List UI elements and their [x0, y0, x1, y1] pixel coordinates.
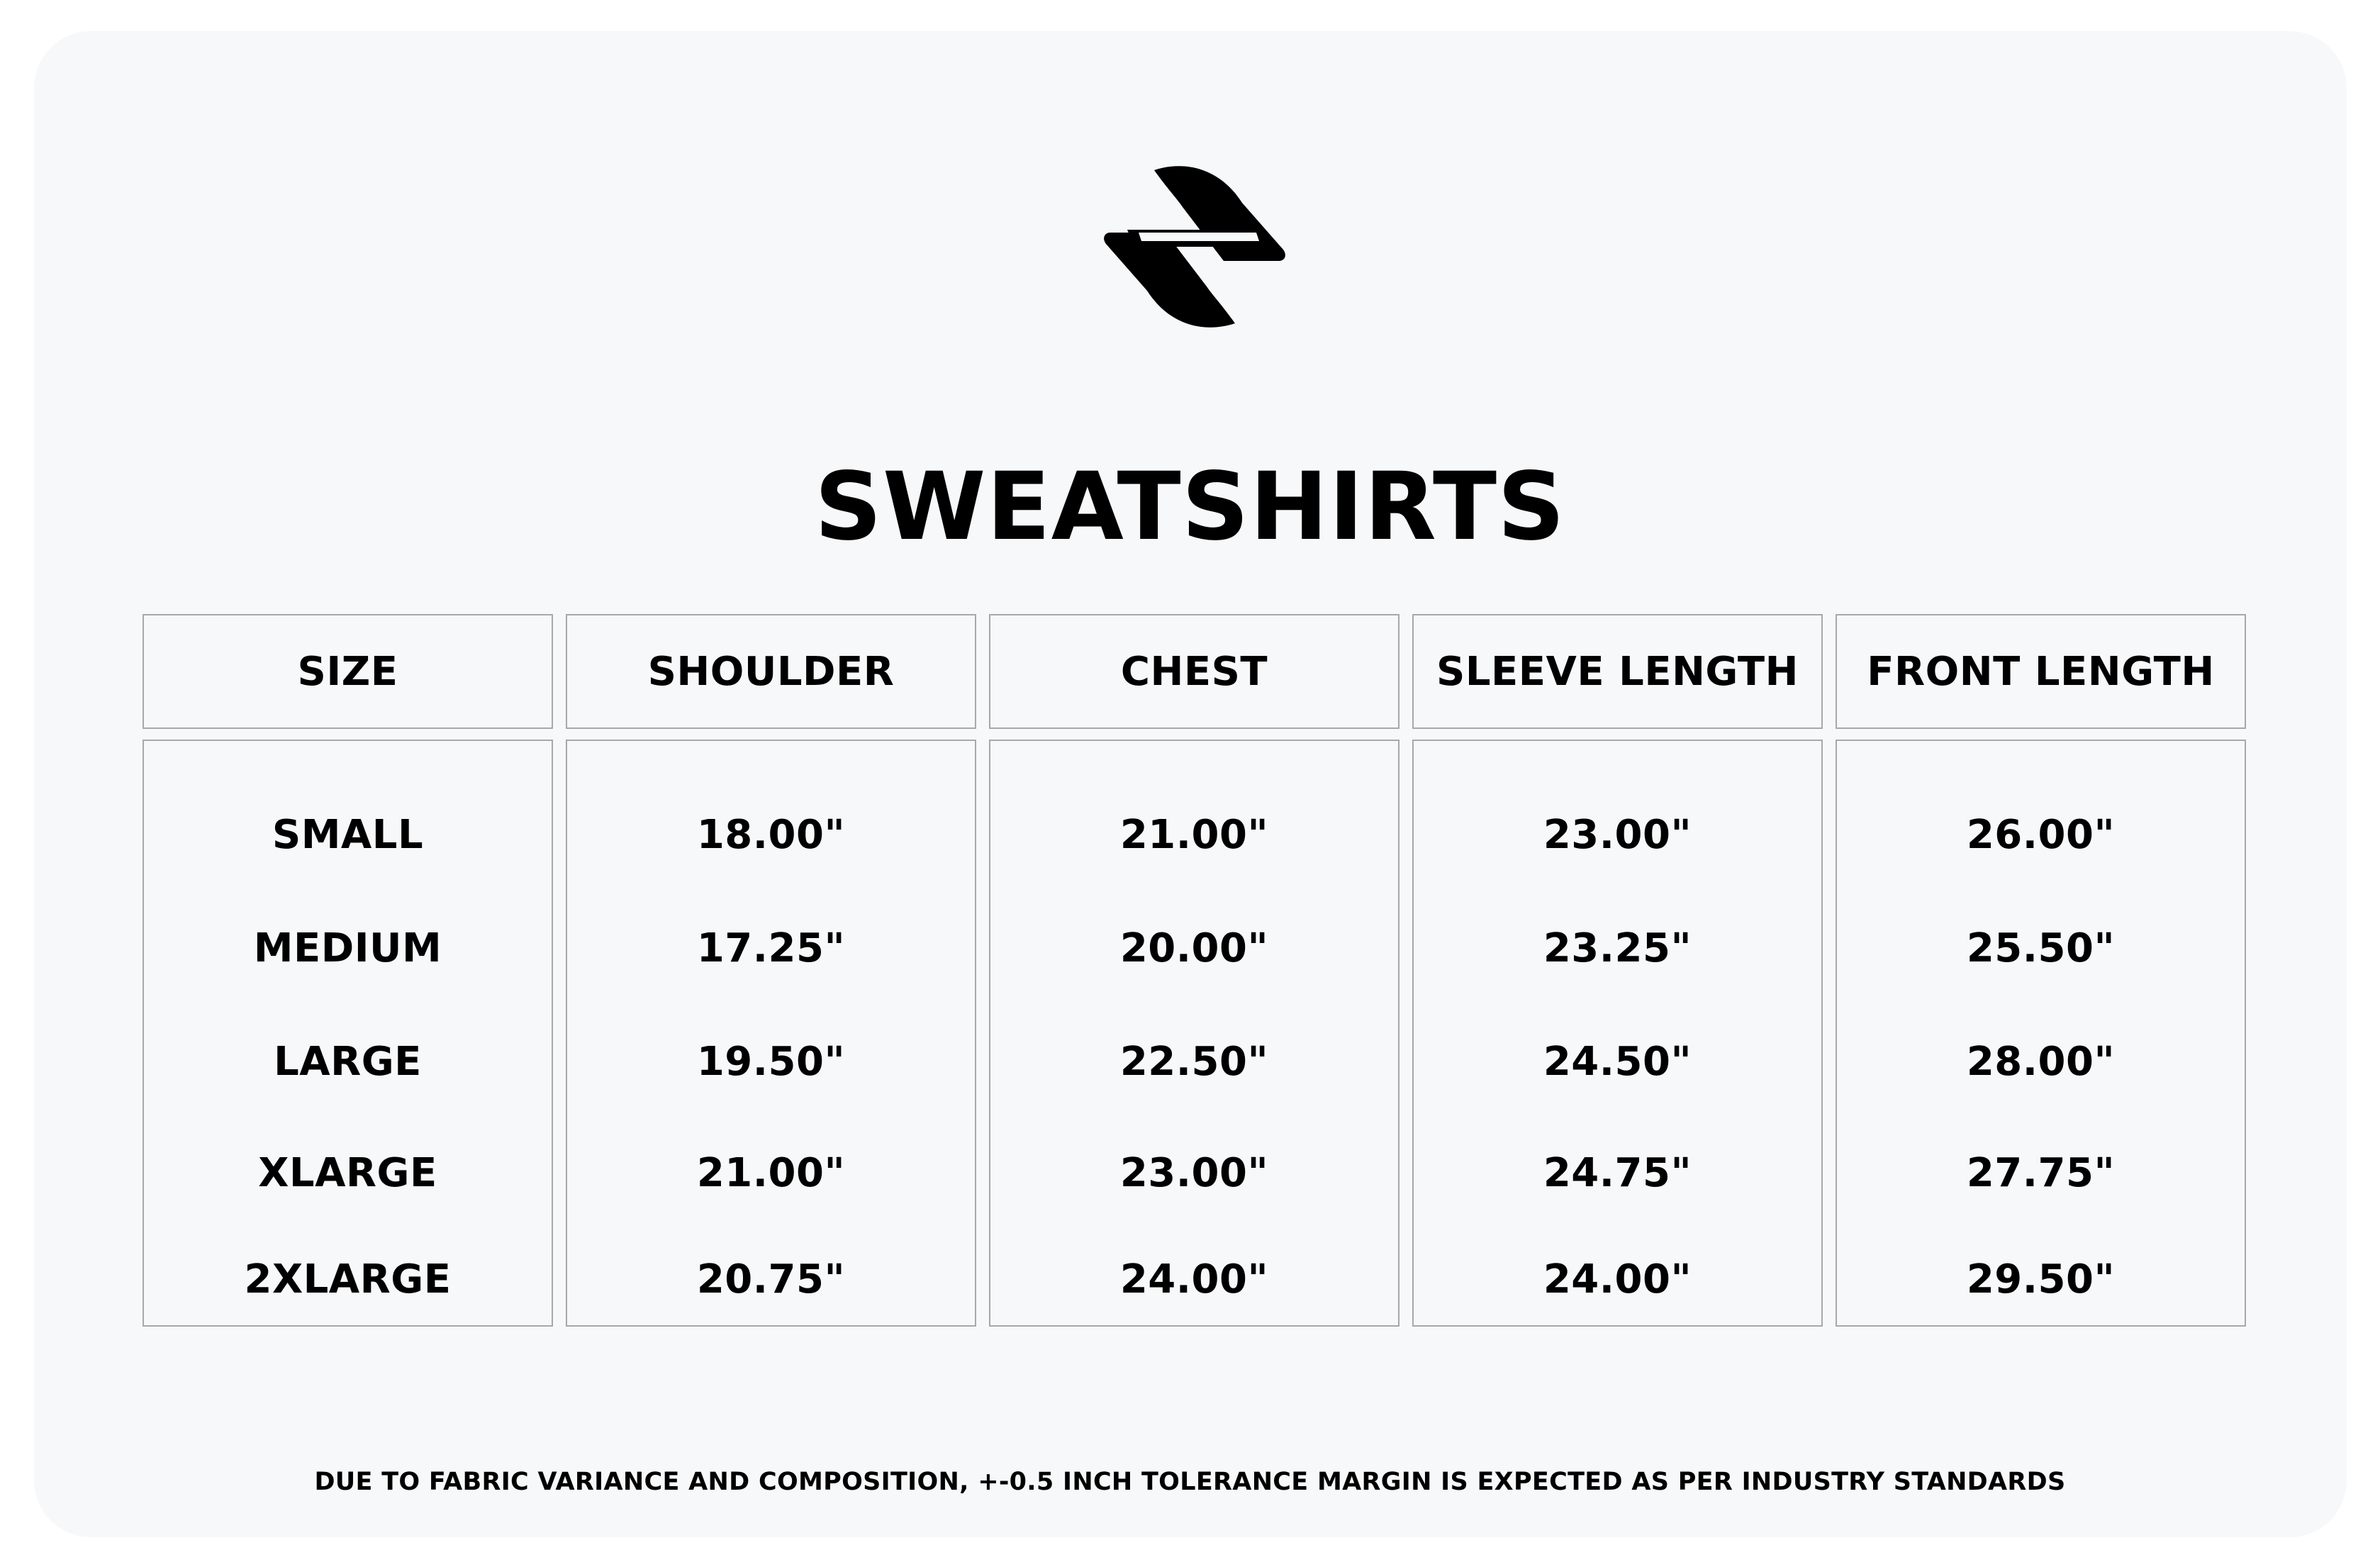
column-header-sleeve-length: SLEEVE LENGTH [1412, 614, 1823, 729]
column-body-size [143, 740, 553, 1327]
table-cell: 28.00" [1966, 1039, 2116, 1085]
table-cell: 24.50" [1543, 1039, 1692, 1085]
column-header-front-length: FRONT LENGTH [1836, 614, 2246, 729]
table-cell: 20.00" [1119, 925, 1269, 971]
table-cell: 22.50" [1119, 1039, 1269, 1085]
table-cell: 24.75" [1543, 1150, 1692, 1196]
brand-logo-icon [1099, 162, 1290, 332]
table-cell: 23.25" [1543, 925, 1692, 971]
table-cell: 25.50" [1966, 925, 2116, 971]
table-cell: 18.00" [696, 812, 846, 858]
column-header-chest: CHEST [989, 614, 1399, 729]
column-body-front-length [1836, 740, 2246, 1327]
table-cell: 19.50" [696, 1039, 846, 1085]
table-cell: 23.00" [1119, 1150, 1269, 1196]
table-cell: SMALL [272, 812, 424, 858]
column-body-sleeve-length [1412, 740, 1823, 1327]
table-cell: XLARGE [258, 1150, 437, 1196]
column-body-shoulder [566, 740, 976, 1327]
table-cell: 24.00" [1543, 1256, 1692, 1303]
table-cell: 23.00" [1543, 812, 1692, 858]
table-cell: 29.50" [1966, 1256, 2116, 1303]
table-cell: 21.00" [696, 1150, 846, 1196]
table-cell: MEDIUM [253, 925, 442, 971]
table-cell: 17.25" [696, 925, 846, 971]
tolerance-footnote: DUE TO FABRIC VARIANCE AND COMPOSITION, +-0.5 INCH TOLERANCE MARGIN IS EXPECTED AS PER INDUSTRY STANDARDS [314, 1468, 2066, 1496]
column-header-shoulder: SHOULDER [566, 614, 976, 729]
table-cell: 20.75" [696, 1256, 846, 1303]
table-cell: 26.00" [1966, 812, 2116, 858]
table-cell: 21.00" [1119, 812, 1269, 858]
table-cell: 2XLARGE [244, 1256, 452, 1303]
table-cell: 24.00" [1119, 1256, 1269, 1303]
table-cell: 27.75" [1966, 1150, 2116, 1196]
page-title: SWEATSHIRTS [814, 452, 1566, 562]
table-cell: LARGE [274, 1039, 422, 1085]
column-body-chest [989, 740, 1399, 1327]
column-header-size: SIZE [143, 614, 553, 729]
